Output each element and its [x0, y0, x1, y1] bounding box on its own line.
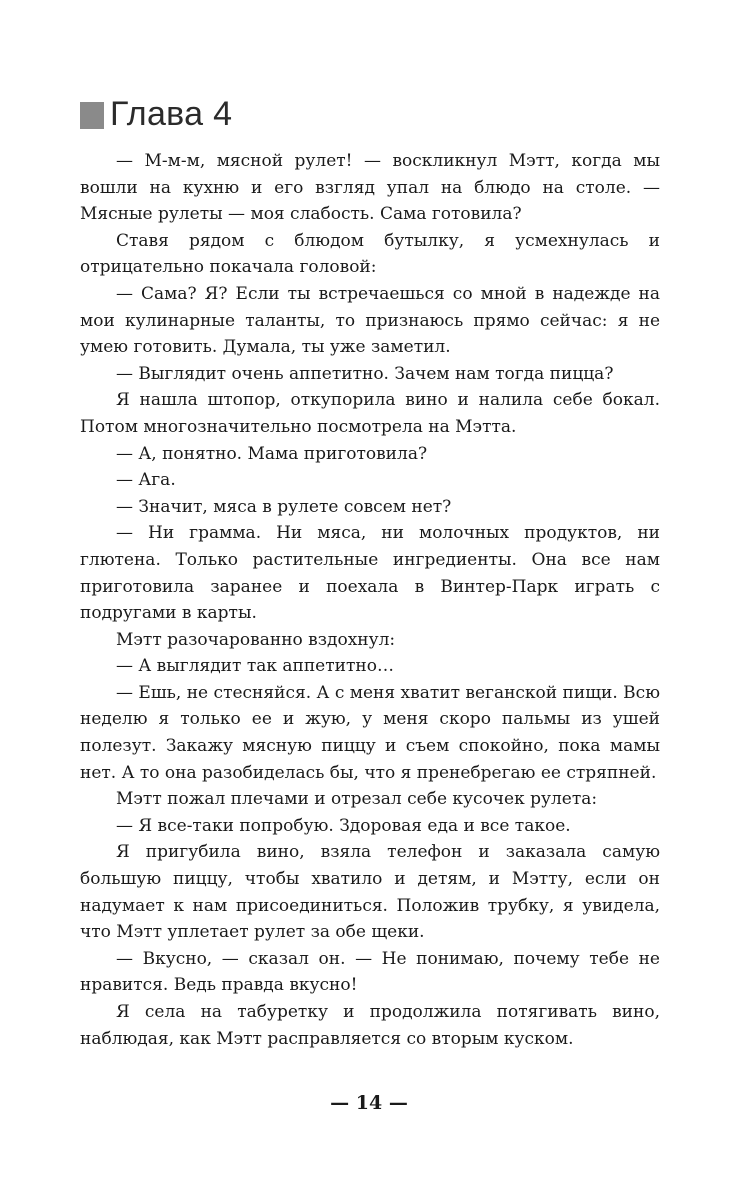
paragraph: Мэтт разочарованно вздохнул: — [116, 629, 396, 650]
chapter-body — [80, 148, 660, 1052]
page-number: — 14 — — [330, 1092, 408, 1114]
chapter-marker-square — [80, 102, 104, 129]
paragraph: — Значит, мяса в рулете совсем нет? — [116, 496, 452, 517]
paragraph: — А выглядит так аппетитно… — [116, 656, 394, 677]
paragraph: — Ешь, не стесняйся. А с меня хватит веганской пищи. Всю неделю я только ее и жую, у меня скоро пальмы из ушей полезут. Закажу мясную пиццу и съем спокойно, пока мамы нет. А то она разобиделась бы, что я пренебрегаю ее стряпней. — [80, 682, 660, 783]
paragraph: — М-м-м, мясной рулет! — воскликнул Мэтт, когда мы вошли на кухню и его взгляд упал на блюдо на столе. — Мясные рулеты — моя слабость. Сама готовила? — [80, 151, 660, 225]
chapter-heading — [80, 92, 232, 136]
paragraph: — Вкусно, — сказал он. — Не понимаю, почему тебе не нравится. Ведь правда вкусно! — [80, 948, 660, 996]
paragraph: Ставя рядом с блюдом бутылку, я усмехнулась и отрицательно покачала головой: — [80, 230, 660, 278]
paragraph: Мэтт пожал плечами и отрезал себе кусочек рулета: — [116, 789, 598, 810]
paragraph: — Ни грамма. Ни мяса, ни молочных продуктов, ни глютена. Только растительные ингредиенты. Она все нам приготовила заранее и поехала в Винтер-Парк играть с подругами в карты. — [80, 523, 660, 624]
paragraph: Я села на табуретку и продолжила потягивать вино, наблюдая, как Мэтт расправляется со вторым куском. — [80, 1002, 660, 1049]
paragraph: — Сама? Я? Если ты встречаешься со мной в надежде на мои кулинарные таланты, то признаюсь прямо сейчас: я не умею готовить. Думала, ты уже заметил. — [80, 283, 660, 358]
paragraph: — Выглядит очень аппетитно. Зачем нам тогда пицца? — [116, 363, 614, 384]
paragraph: — Я все-таки попробую. Здоровая еда и все такое. — [116, 815, 571, 836]
paragraph: Я пригубила вино, взяла телефон и заказала самую большую пиццу, чтобы хватило и детям, и Мэтту, если он надумает к нам присоединиться. Положив трубку, я увидела, что Мэтт уплетает рулет за обе щеки. — [80, 842, 660, 943]
paragraph: Я нашла штопор, откупорила вино и налила себе бокал. Потом многозначительно посмотрела на Мэтта. — [80, 390, 660, 437]
paragraph: — Ага. — [116, 470, 176, 491]
chapter-title: Глава 4 — [110, 94, 233, 133]
paragraph: — А, понятно. Мама приготовила? — [116, 443, 428, 464]
